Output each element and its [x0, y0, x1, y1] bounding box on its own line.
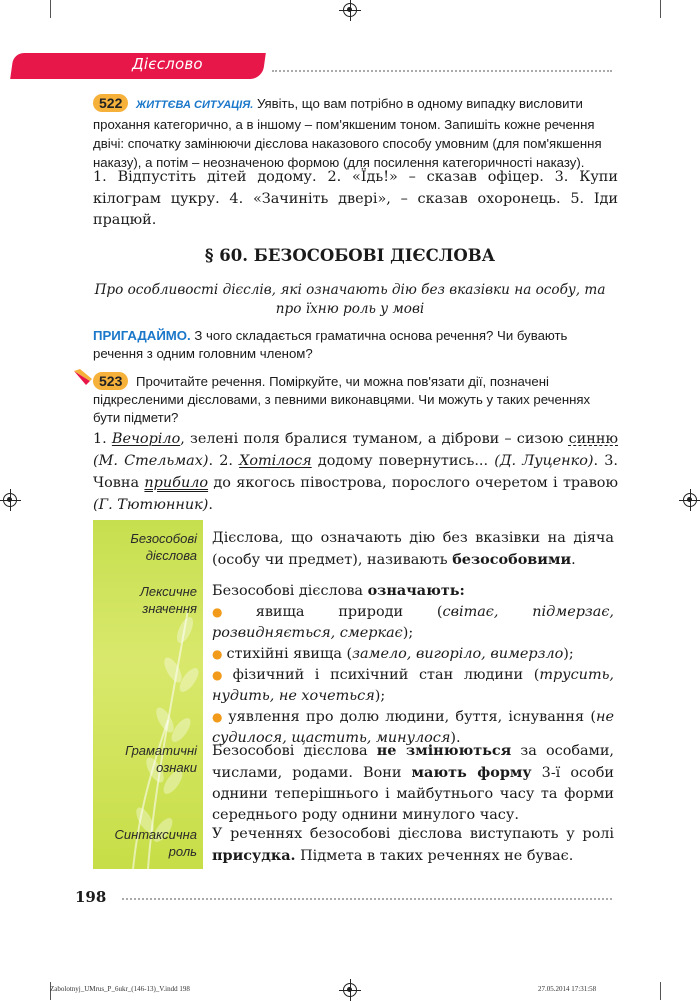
definition-end: . — [571, 552, 576, 568]
author: (Г. Тютюнник) — [93, 497, 209, 513]
text-bold: не змінюються — [376, 742, 512, 759]
chapter-title: Дієслово — [132, 55, 203, 73]
item-text: фізичний і психічний стан людини ( — [232, 667, 540, 683]
wheat-decoration-icon — [93, 520, 203, 869]
underlined-word: синню — [568, 431, 618, 447]
info-side-panel — [93, 520, 203, 869]
bullet-icon: ● — [212, 605, 252, 619]
sentence-number: . 2. — [208, 453, 233, 469]
registration-mark-icon — [683, 493, 697, 507]
task-number-badge: 522 — [93, 94, 128, 112]
item-examples: замело, вигоріло, вимерзло — [352, 646, 564, 662]
task-number-badge: 523 — [93, 372, 128, 390]
task-text: Уявіть, що вам потрібно в одному випадку висловити прохання категорично, а в іншому – пом'якшеним тоном. Запишіть кожне речення двічі: спочатку замінюючи дієслова наказового способу умовним (для пом'якшення наказу), а потім – неозначеною формою (для посилення категоричності наказу). — [93, 96, 602, 170]
text-part: У реченнях безособові дієслова виступають у ролі — [212, 826, 614, 842]
section-subtitle: Про особливості дієслів, які означають дію без вказівки на особу, та про їхню роль у мові — [94, 282, 606, 317]
print-date: 27.05.2014 17:31:58 — [538, 985, 597, 993]
syntactic-role — [212, 824, 614, 867]
remember-block — [93, 327, 613, 363]
item-end: ); — [402, 625, 414, 641]
task-523 — [93, 372, 613, 427]
section-title: § 60. БЕЗОСОБОВІ ДІЄСЛОВА — [204, 246, 496, 265]
bullet-icon: ● — [212, 647, 223, 661]
item-examples: не судилося, щастить, минулося — [212, 709, 614, 746]
item-examples: трусить, нудить, не хочеться — [212, 667, 614, 704]
lexical-intro: Безособові дієслова — [212, 583, 368, 599]
lexical-meaning — [212, 580, 614, 749]
registration-mark-icon — [343, 3, 357, 17]
item-text: уявлення про долю людини, буття, існування ( — [228, 709, 596, 725]
exercise-sentences: 1. Відпустіть дітей додому. 2. «Їдь!» – сказав офіцер. 3. Купи кілограм цукру. 4. «Зачиніть двері», – сказав охоронець. 5. Іди працюй. — [93, 169, 618, 228]
lexical-intro-bold: означають: — [367, 582, 465, 599]
bullet-icon: ● — [212, 668, 229, 682]
crop-mark — [50, 0, 51, 18]
list-item — [212, 644, 614, 665]
list-item — [212, 665, 614, 707]
crop-mark — [660, 982, 661, 1000]
sentence-number: . 3. Човна — [93, 453, 618, 491]
definition-body: Дієслова, що означають дію без вказівки на діяча (особу чи предмет), називають — [212, 530, 614, 568]
item-text: явища природи ( — [255, 604, 443, 620]
item-end: ); — [374, 688, 386, 704]
grammatical-features — [212, 740, 614, 826]
row-label: Лексичне значення — [140, 584, 197, 616]
definition-term: безособовими — [452, 551, 572, 568]
text-part: Підмета в таких реченнях не буває. — [295, 848, 574, 864]
print-file-info: Zabolotnyj_UMrus_P_6ukr_(146-13)_V.indd 198 — [50, 985, 190, 993]
registration-mark-icon — [343, 983, 357, 997]
sentence-number: 1. — [93, 431, 107, 447]
sentence-text: до якогось півострова, порослого очеретом і травою — [208, 475, 618, 491]
definition-text — [212, 528, 614, 571]
item-text: стихійні явища ( — [226, 646, 353, 662]
registration-mark-icon — [3, 493, 17, 507]
page-number: 198 — [75, 888, 107, 906]
task-text: Прочитайте речення. Поміркуйте, чи можна пов'язати дії, позначені підкресленими дієсловами, з певними виконавцями. Чи можуть у таких реченнях бути підмети? — [93, 374, 591, 425]
list-item — [212, 602, 614, 644]
remember-label: ПРИГАДАЙМО. — [93, 328, 191, 343]
crop-mark — [660, 0, 661, 18]
task-522 — [93, 94, 613, 172]
underlined-verb: прибило — [144, 475, 209, 491]
item-end: ); — [563, 646, 574, 662]
row-label: Безособові дієслова — [130, 531, 197, 563]
task-label: ЖИТТЄВА СИТУАЦІЯ. — [136, 99, 254, 111]
header-dotted-rule — [272, 70, 612, 72]
sentence-end: . — [208, 497, 213, 513]
underlined-verb: Вечоріло — [111, 431, 181, 447]
sentence-text: додому повернутись... — [311, 453, 489, 469]
row-label: Граматичні ознаки — [125, 743, 197, 775]
text-bold: мають форму — [411, 764, 532, 781]
sentence-text: , зелені поля бралися туманом, а діброви – сизою — [180, 431, 569, 447]
text-part: за особами, числами, родами. Вони — [212, 743, 614, 781]
underlined-verb: Хотілося — [239, 453, 312, 469]
footer-dotted-rule — [122, 898, 612, 900]
item-examples: світає, підмерзає, розвидняється, смеркає — [212, 604, 614, 641]
author: (Д. Луценко) — [488, 453, 594, 469]
item-end: ). — [450, 730, 461, 746]
author: (М. Стельмах) — [93, 453, 209, 469]
text-part: Безособові дієслова — [212, 743, 377, 759]
bullet-icon: ● — [212, 710, 225, 724]
example-sentences — [93, 428, 618, 516]
text-bold: присудка. — [212, 847, 296, 864]
row-label: Синтаксична роль — [114, 827, 197, 859]
text-part: 3-ї особи однини теперішнього і майбутнього часу та форми середнього роду однини минулого часу. — [212, 765, 614, 823]
remember-text: З чого складається граматична основа речення? Чи бувають речення з одним головним членом? — [93, 328, 568, 361]
